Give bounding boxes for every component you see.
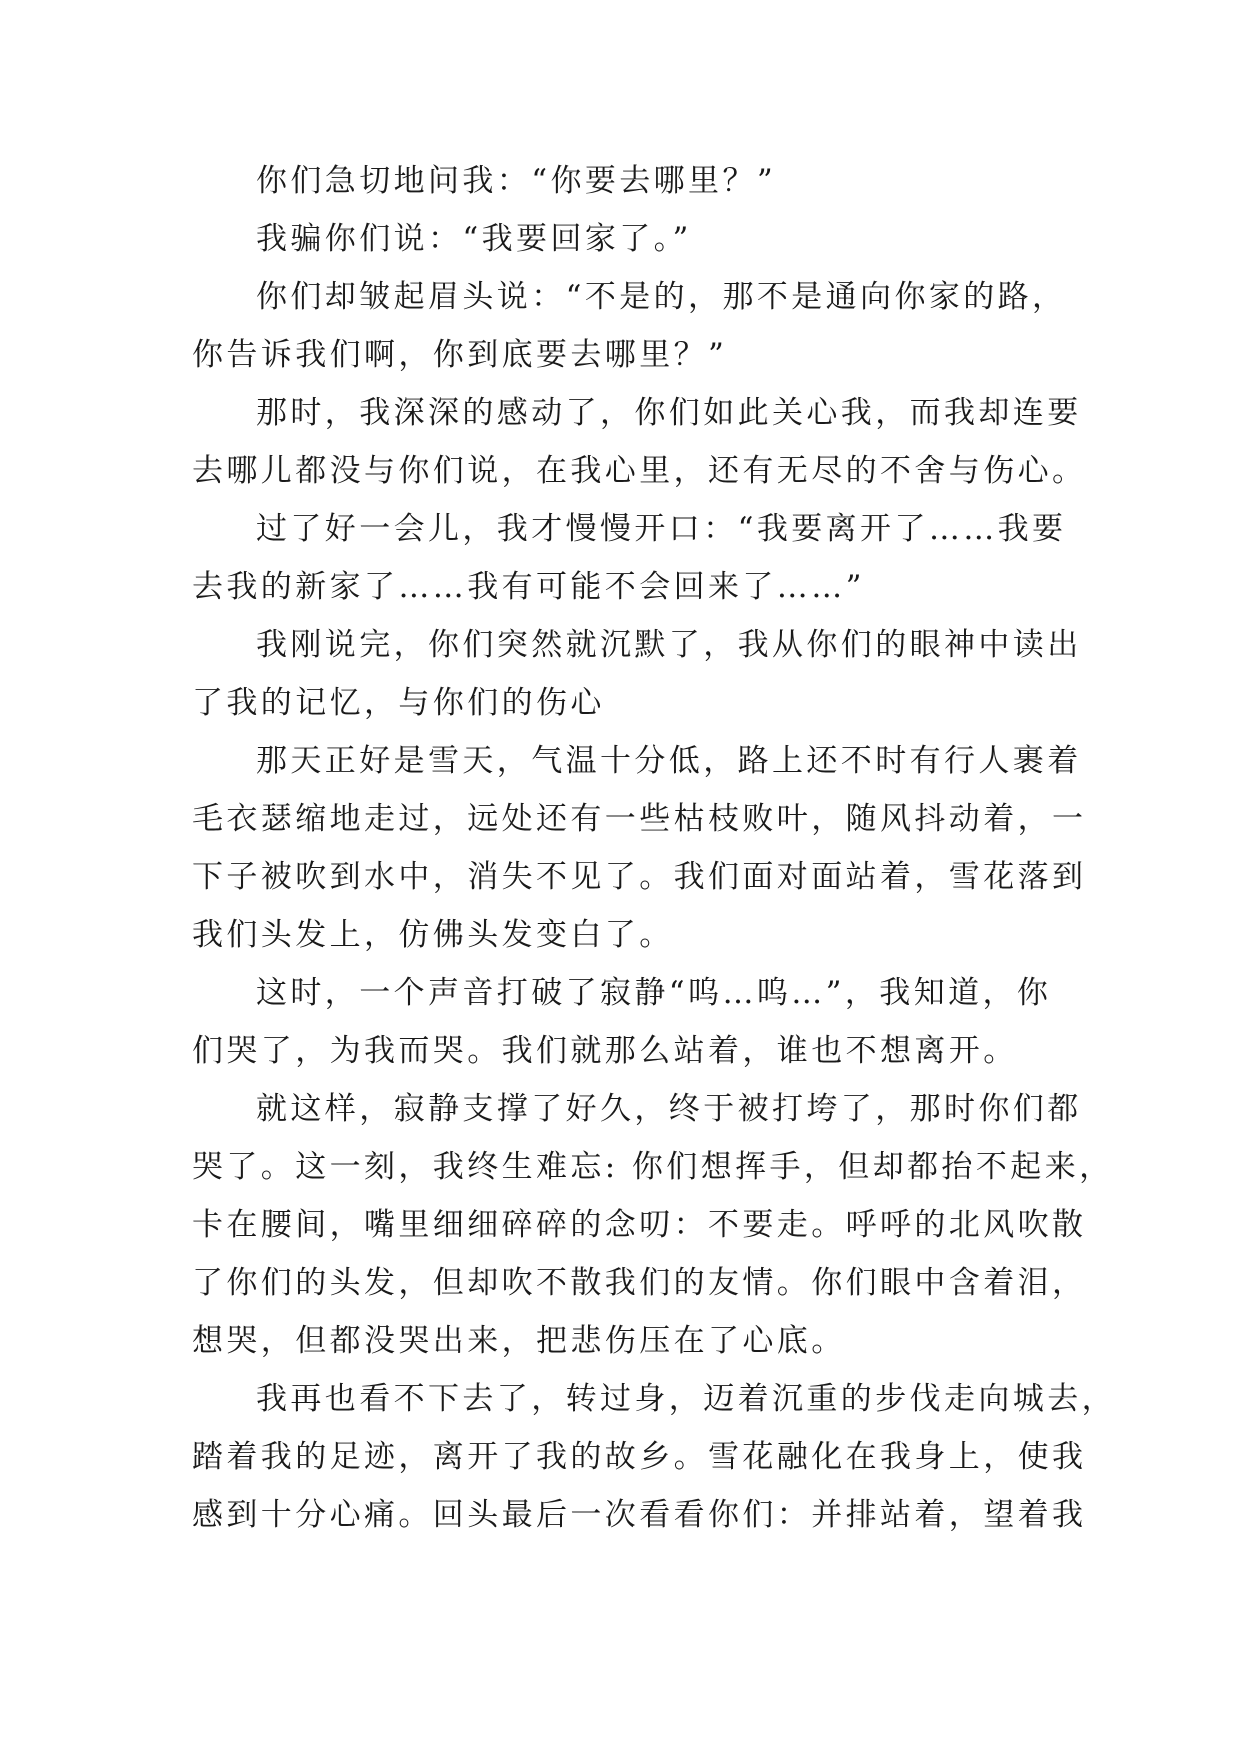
text-line: 想哭，但都没哭出来，把悲伤压在了心底。 (192, 1323, 846, 1359)
text-line: 过了好一会儿，我才慢慢开口：“我要离开了……我要 (256, 511, 1067, 547)
paragraph (192, 1080, 1114, 1370)
paragraph (192, 964, 1054, 1080)
text-line: 下子被吹到水中，消失不见了。我们面对面站着，雪花落到 (192, 859, 1087, 895)
text-line: 去我的新家了……我有可能不会回来了……” (192, 569, 865, 605)
text-line: 去哪儿都没与你们说，在我心里，还有无尽的不舍与伤心。 (192, 453, 1087, 489)
text-line: 哭了。这一刻，我终生难忘: 你们想挥手，但却都抬不起来， (192, 1149, 1114, 1185)
paragraph (192, 616, 1082, 732)
document-page (192, 152, 1116, 1544)
text-line: 你们急切地问我：“你要去哪里？” (256, 163, 777, 199)
text-line: 们哭了，为我而哭。我们就那么站着，谁也不想离开。 (192, 1033, 1018, 1069)
text-line: 我刚说完，你们突然就沉默了，我从你们的眼神中读出 (256, 627, 1082, 663)
paragraph (192, 732, 1087, 964)
paragraph (192, 152, 1054, 210)
text-line: 我骗你们说：“我要回家了。” (256, 221, 692, 257)
paragraph (192, 210, 1054, 268)
text-line: 我再也看不下去了，转过身，迈着沉重的步伐走向城去， (256, 1381, 1116, 1417)
text-line: 那时，我深深的感动了，你们如此关心我，而我却连要 (256, 395, 1082, 431)
text-line: 这时，一个声音打破了寂静“呜…呜…”，我知道，你 (256, 975, 1052, 1011)
text-line: 感到十分心痛。回头最后一次看看你们：并排站着，望着我 (192, 1497, 1087, 1533)
text-line: 你告诉我们啊，你到底要去哪里？” (192, 337, 728, 373)
text-line: 踏着我的足迹，离开了我的故乡。雪花融化在我身上，使我 (192, 1439, 1087, 1475)
paragraph (192, 500, 1067, 616)
paragraph (192, 384, 1087, 500)
text-line: 毛衣瑟缩地走过，远处还有一些枯枝败叶，随风抖动着，一 (192, 801, 1087, 837)
text-line: 那天正好是雪天，气温十分低，路上还不时有行人裹着 (256, 743, 1082, 779)
text-line: 就这样，寂静支撑了好久，终于被打垮了，那时你们都 (256, 1091, 1082, 1127)
text-line: 了你们的头发，但却吹不散我们的友情。你们眼中含着泪， (192, 1265, 1087, 1301)
paragraph (192, 1370, 1116, 1544)
text-line: 了我的记忆，与你们的伤心 (192, 685, 605, 721)
text-line: 你们却皱起眉头说：“不是的，那不是通向你家的路， (256, 279, 1067, 315)
text-line: 卡在腰间，嘴里细细碎碎的念叨：不要走。呼呼的北风吹散 (192, 1207, 1087, 1243)
text-line: 我们头发上，仿佛头发变白了。 (192, 917, 674, 953)
paragraph (192, 268, 1067, 384)
